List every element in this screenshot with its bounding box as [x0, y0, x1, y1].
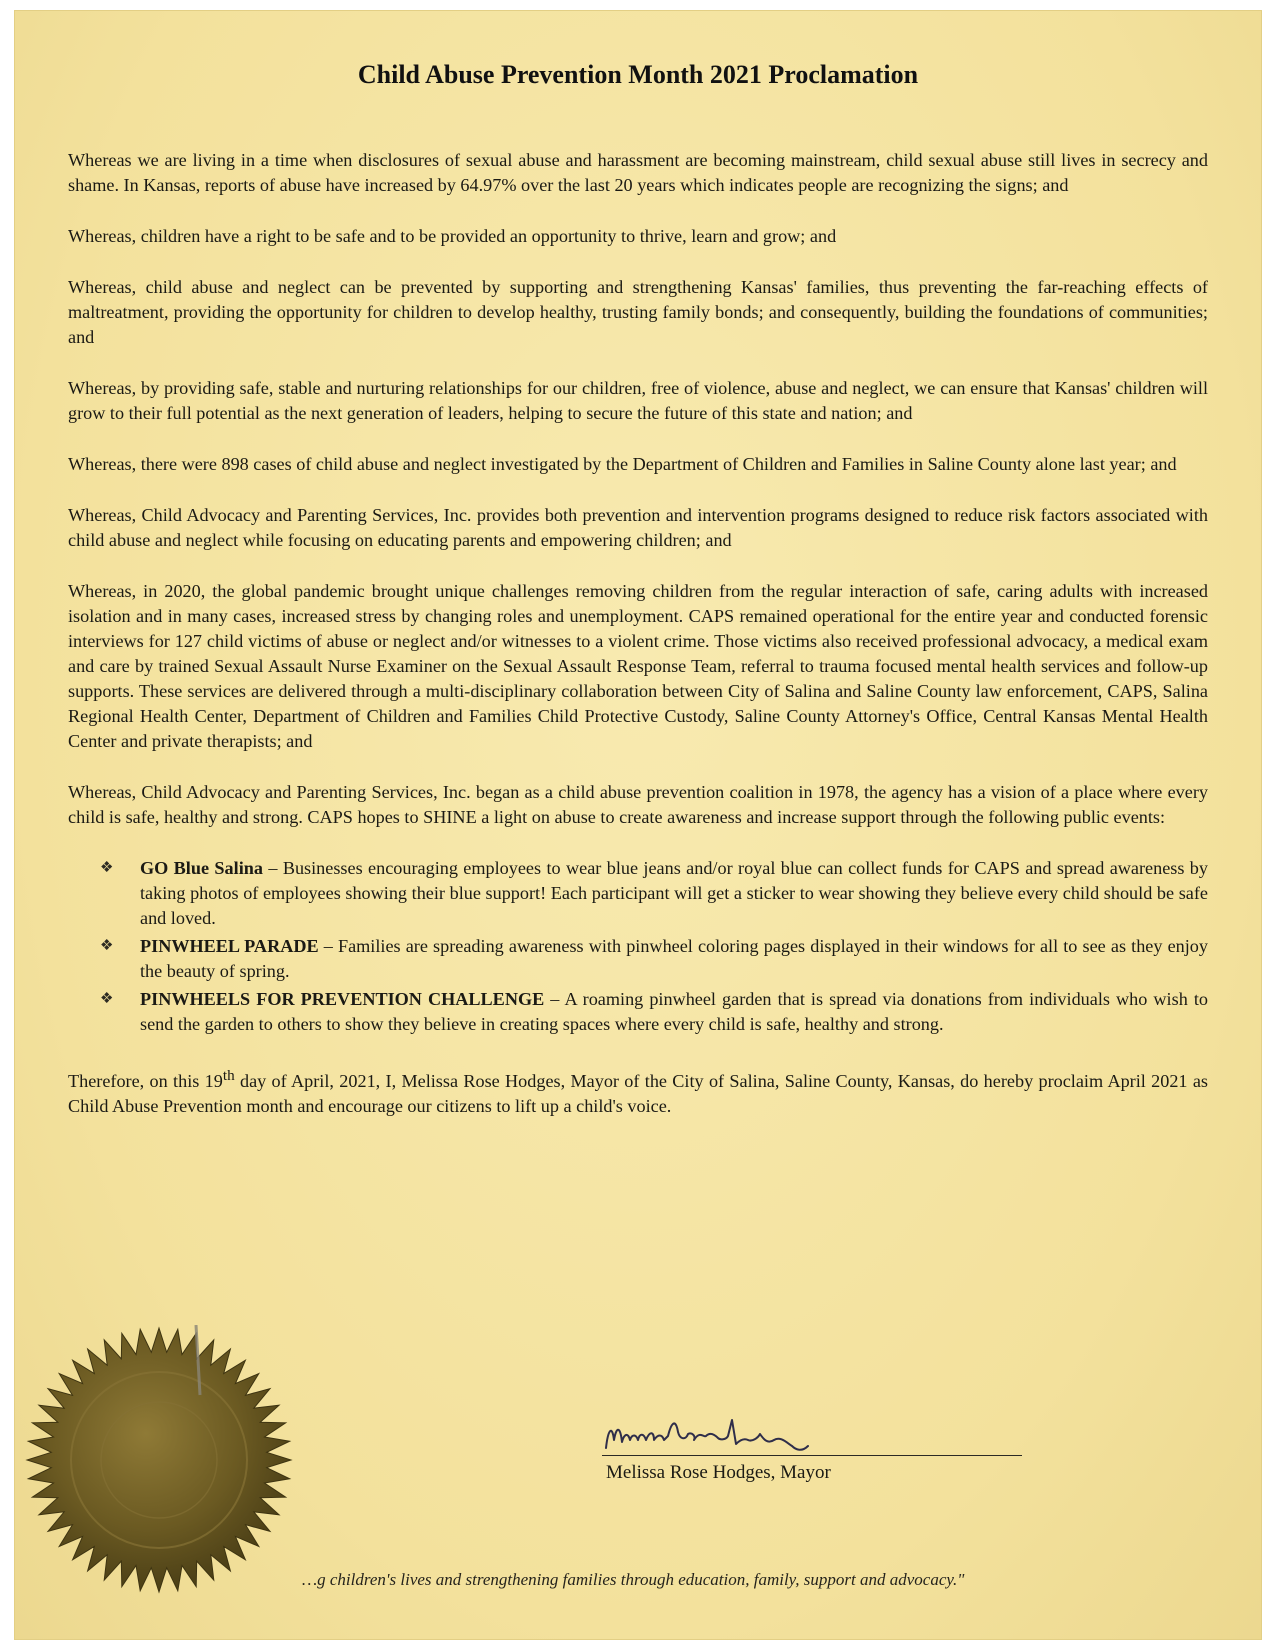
- list-item: [68, 934, 1208, 984]
- diamond-bullet-icon: ❖: [100, 938, 114, 954]
- whereas-paragraph: Whereas, there were 898 cases of child abuse and neglect investigated by the Department of Children and Families in Saline County alone last year; and: [68, 454, 1177, 474]
- events-list: [68, 856, 1208, 1037]
- whereas-paragraph: Whereas we are living in a time when disclosures of sexual abuse and harassment are becoming mainstream, child sexual abuse still lives in secrecy and shame. In Kansas, reports of abuse have increased by 64.97% over the last 20 years which indicates people are recognizing the signs; and: [68, 150, 1208, 195]
- closing-text-end: day of April, 2021, I, Melissa Rose Hodges, Mayor of the City of Salina, Saline County, Kansas, do hereby proclaim April 2021 as Child Abuse Prevention month and encourage our citizens to lift up a child's voice.: [68, 1071, 1209, 1117]
- whereas-paragraph: Whereas, Child Advocacy and Parenting Services, Inc. began as a child abuse prevention coalition in 1978, the agency has a vision of a place where every child is safe, healthy and strong. CAPS hopes to SHINE a light on abuse to create awareness and increase support through the following public events:: [68, 782, 1208, 827]
- closing-ordinal: th: [222, 1067, 235, 1084]
- whereas-paragraph: Whereas, Child Advocacy and Parenting Services, Inc. provides both prevention and intervention programs designed to reduce risk factors associated with child abuse and neglect while focusing on educating parents and empowering children; and: [68, 505, 1208, 550]
- mayor-signature: [602, 1410, 822, 1456]
- event-description: – Families are spreading awareness with pinwheel coloring pages displayed in their windows for all to see as they enjoy the beauty of spring.: [140, 936, 1208, 981]
- signature-line: [602, 1455, 1022, 1456]
- closing-text-start: Therefore, on this 19: [68, 1071, 223, 1092]
- event-description: – Businesses encouraging employees to wear blue jeans and/or royal blue can collect funds for CAPS and spread awareness by taking photos of employees showing their blue support! Each participant will get a sticker to wear showing they believe every child should be safe and loved.: [140, 858, 1208, 928]
- diamond-bullet-icon: ❖: [100, 991, 114, 1007]
- organization-motto: …g children's lives and strengthening families through education, family, support and advocacy.": [302, 1570, 965, 1589]
- event-description: – A roaming pinwheel garden that is spread via donations from individuals who wish to send the garden to others to show they believe in creating spaces where every child is safe, healthy and strong.: [140, 989, 1208, 1034]
- list-item: [68, 987, 1208, 1037]
- closing-paragraph: [68, 1063, 1208, 1119]
- page-title: Child Abuse Prevention Month 2021 Proclamation: [357, 60, 919, 89]
- city-seal-icon: [24, 1325, 294, 1595]
- whereas-paragraph: Whereas, in 2020, the global pandemic brought unique challenges removing children from the regular interaction of safe, caring adults with increased isolation and in many cases, increased stress by changing roles and unemployment. CAPS remained operational for the entire year and conducted forensic interviews for 127 child victims of abuse or neglect and/or witnesses to a violent crime. Those victims also received professional advocacy, a medical exam and care by trained Sexual Assault Nurse Examiner on the Sexual Assault Response Team, referral to trauma focused mental health services and follow-up supports. These services are delivered through a multi-disciplinary collaboration between City of Salina and Saline County law enforcement, CAPS, Salina Regional Health Center, Department of Children and Families Child Protective Custody, Saline County Attorney's Office, Central Kansas Mental Health Center and private therapists; and: [68, 581, 1208, 751]
- event-title: PINWHEELS FOR PREVENTION CHALLENGE: [140, 989, 545, 1009]
- whereas-paragraph: Whereas, by providing safe, stable and nurturing relationships for our children, free of violence, abuse and neglect, we can ensure that Kansas' children will grow to their full potential as the next generation of leaders, helping to secure the future of this state and nation; and: [68, 378, 1208, 423]
- diamond-bullet-icon: ❖: [100, 860, 114, 876]
- proclamation-body: [68, 148, 1208, 1145]
- signer-name: Melissa Rose Hodges, Mayor: [606, 1462, 831, 1483]
- whereas-paragraph: Whereas, children have a right to be safe and to be provided an opportunity to thrive, learn and grow; and: [68, 226, 837, 246]
- event-title: PINWHEEL PARADE: [140, 936, 319, 956]
- event-title: GO Blue Salina: [140, 858, 263, 878]
- whereas-paragraph: Whereas, child abuse and neglect can be prevented by supporting and strengthening Kansas' families, thus preventing the far-reaching effects of maltreatment, providing the opportunity for children to develop healthy, trusting family bonds; and consequently, building the foundations of communities; and: [68, 277, 1208, 347]
- proclamation-page: [14, 10, 1262, 1640]
- list-item: [68, 856, 1208, 931]
